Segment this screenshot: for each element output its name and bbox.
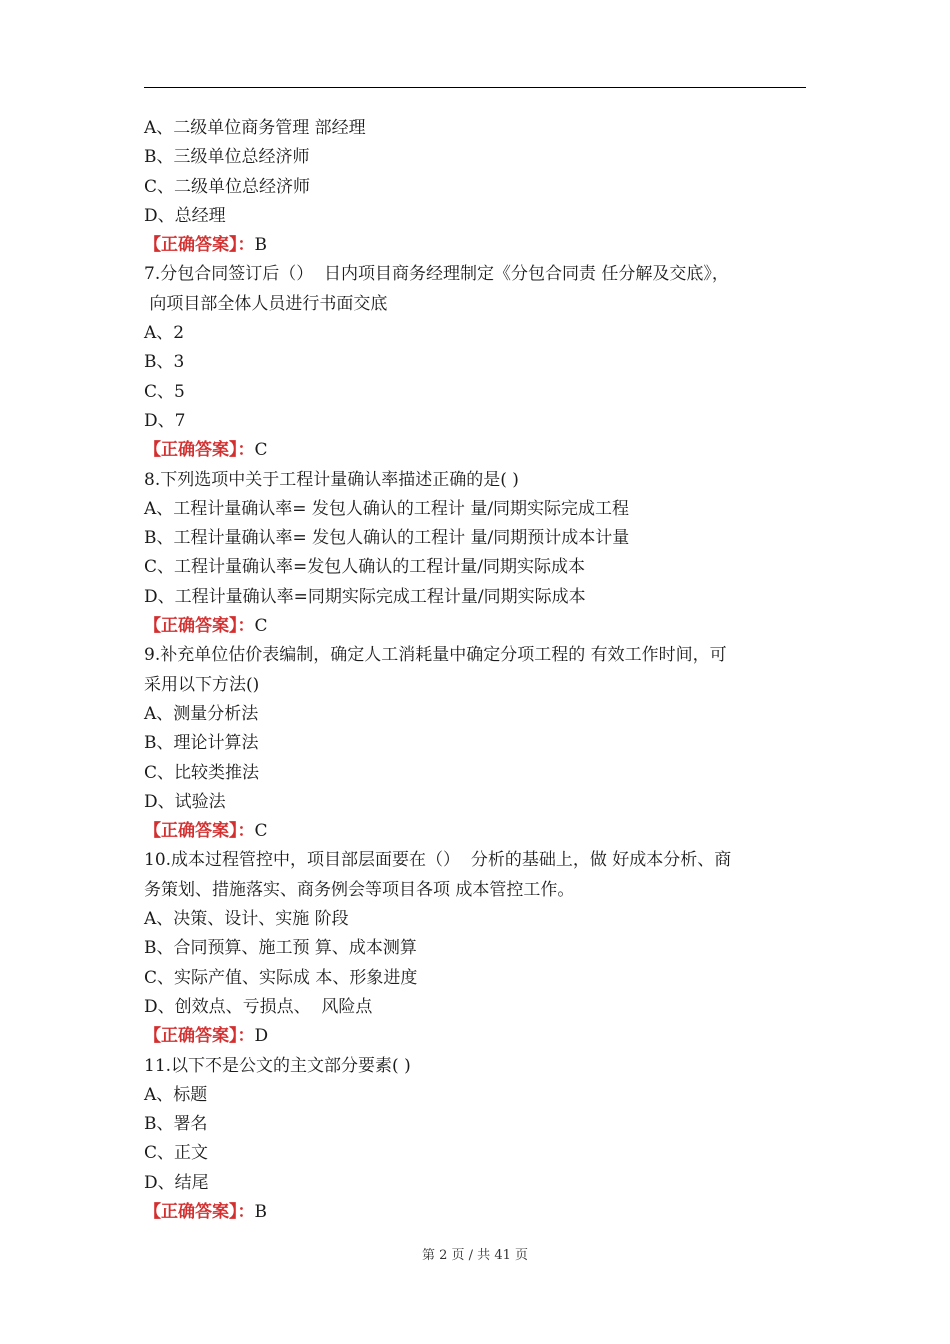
answer-label: 【正确答案】	[144, 821, 238, 842]
option-item: C、5	[144, 381, 185, 402]
question-text: 7.分包合同签订后（） 日内项目商务经理制定《分包合同责 任分解及交底》，	[144, 264, 729, 285]
option-item: A、二级单位商务管理 部经理	[144, 118, 366, 138]
question-text: 采用以下方法()	[144, 674, 260, 695]
option-item: B、三级单位总经济师	[144, 147, 310, 168]
answer-separator: ：	[237, 440, 255, 461]
option-item: A、决策、设计、实施 阶段	[144, 909, 349, 930]
answer-line	[144, 1022, 808, 1051]
answer-separator: ：	[237, 821, 255, 842]
answer-label: 【正确答案】	[144, 1201, 238, 1222]
answer-value: C	[254, 821, 268, 842]
answer-label: 【正确答案】	[144, 440, 238, 461]
answer-line	[144, 436, 808, 465]
answer-value: C	[254, 616, 268, 637]
answer-line	[144, 817, 808, 846]
option-item: B、理论计算法	[144, 733, 259, 754]
option-item: D、试验法	[144, 791, 226, 812]
option-item: C、工程计量确认率=发包人确认的工程计量/同期实际成本	[144, 557, 585, 578]
answer-separator: ：	[237, 1201, 255, 1222]
option-item: C、正文	[144, 1143, 209, 1164]
question-text: 10.成本过程管控中，项目部层面要在（） 分析的基础上，做 好成本分析、商	[144, 850, 732, 871]
answer-value: B	[254, 1201, 267, 1222]
question-text: 11.以下不是公文的主文部分要素( )	[144, 1055, 411, 1076]
answer-separator: ：	[237, 616, 255, 637]
question-text: 务策划、措施落实、商务例会等项目各项 成本管控工作。	[144, 879, 575, 900]
option-item: B、合同预算、施工预 算、成本测算	[144, 938, 417, 959]
option-item: B、工程计量确认率= 发包人确认的工程计 量/同期预计成本计量	[144, 528, 630, 549]
option-item: A、工程计量确认率= 发包人确认的工程计 量/同期实际完成工程	[144, 498, 630, 519]
answer-line	[144, 231, 808, 260]
question-text: 9.补充单位估价表编制，确定人工消耗量中确定分项工程的 有效工作时间，可	[144, 645, 727, 666]
option-item: B、署名	[144, 1114, 208, 1135]
document-body	[144, 114, 808, 1227]
option-item: C、二级单位总经济师	[144, 176, 311, 197]
header-rule	[144, 87, 806, 88]
answer-label: 【正确答案】	[144, 235, 238, 256]
answer-label: 【正确答案】	[144, 1026, 238, 1047]
option-item: A、2	[144, 323, 185, 344]
question-text: 向项目部全体人员进行书面交底	[144, 293, 388, 314]
answer-value: C	[254, 440, 268, 461]
answer-value: D	[254, 1026, 269, 1047]
option-item: D、工程计量确认率=同期实际完成工程计量/同期实际成本	[144, 586, 586, 607]
answer-value: B	[254, 235, 267, 256]
answer-line	[144, 1198, 808, 1227]
question-text: 8.下列选项中关于工程计量确认率描述正确的是( )	[144, 469, 519, 490]
page-footer: 第 2 页 / 共 41 页	[422, 1248, 528, 1263]
option-item: D、总经理	[144, 205, 226, 226]
answer-label: 【正确答案】	[144, 616, 238, 637]
option-item: A、测量分析法	[144, 703, 259, 724]
answer-separator: ：	[237, 235, 255, 256]
option-item: C、实际产值、实际成 本、形象进度	[144, 967, 418, 988]
option-item: D、结尾	[144, 1172, 209, 1193]
option-item: D、创效点、亏损点、 风险点	[144, 996, 373, 1017]
answer-separator: ：	[237, 1026, 255, 1047]
option-item: A、标题	[144, 1084, 208, 1105]
option-item: B、3	[144, 352, 185, 373]
option-item: C、比较类推法	[144, 762, 260, 783]
option-item: D、7	[144, 410, 186, 431]
answer-line	[144, 612, 808, 641]
